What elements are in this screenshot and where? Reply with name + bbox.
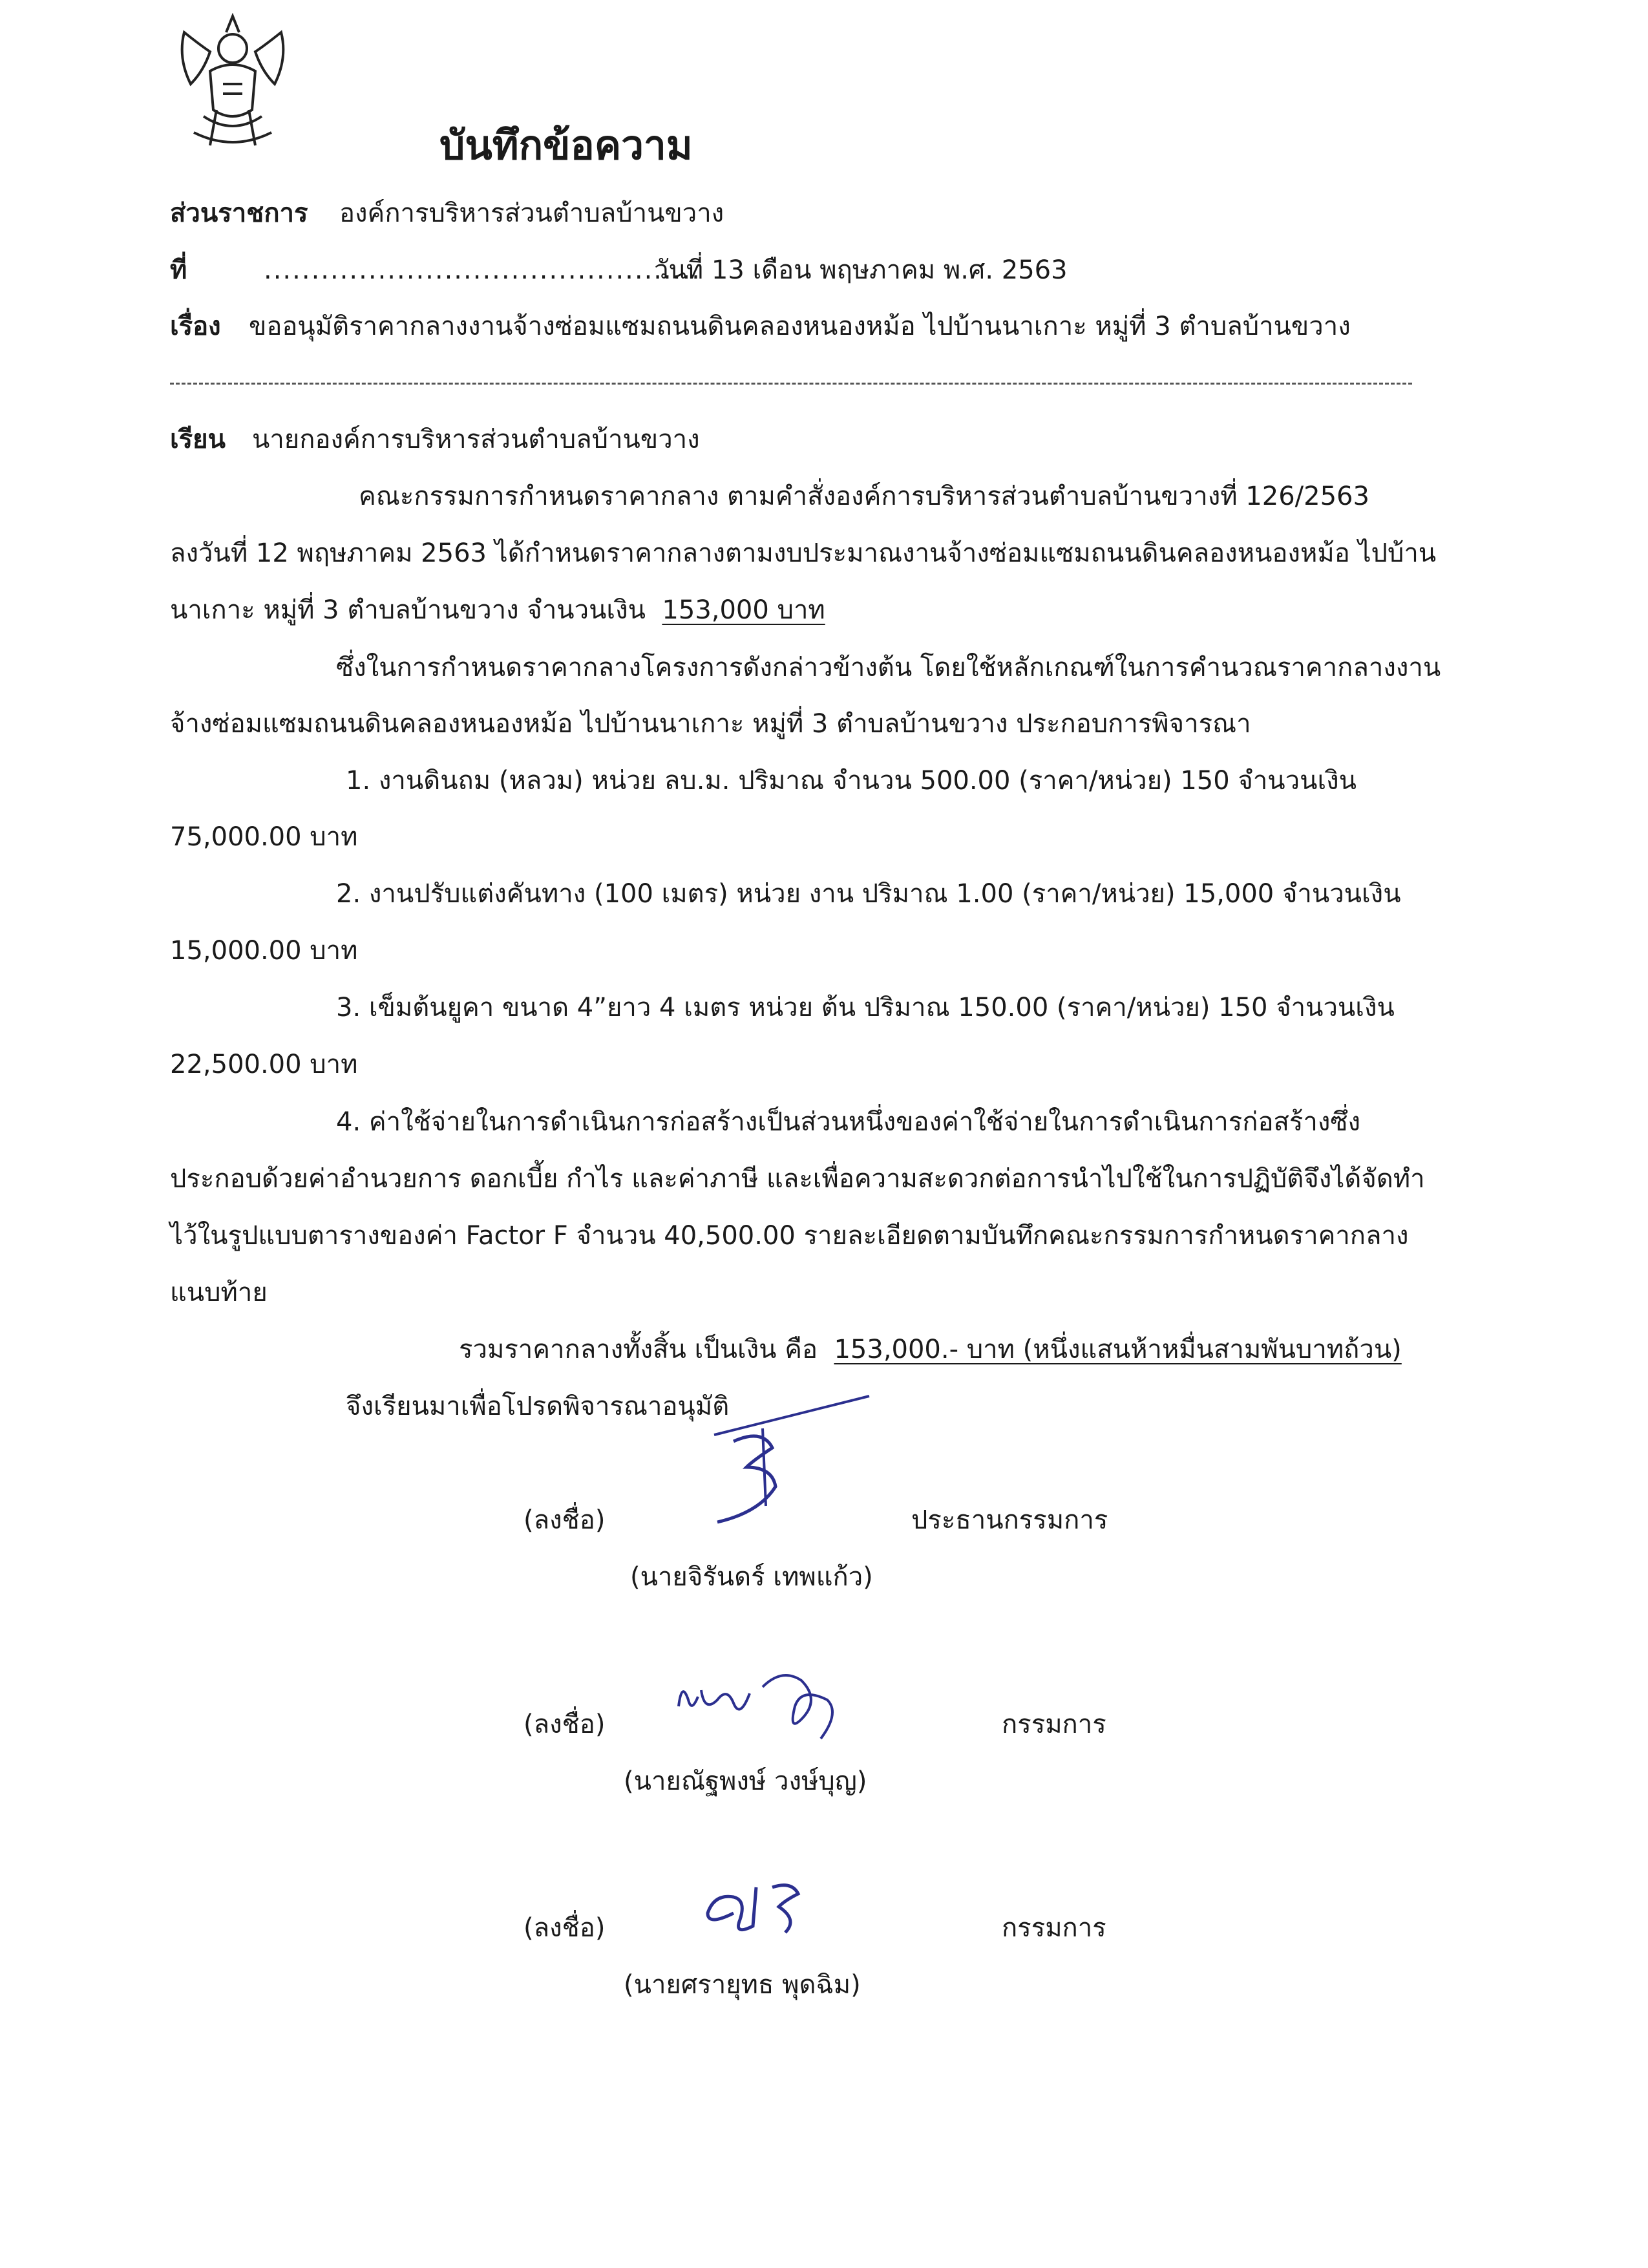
- para1-line3: [170, 591, 825, 630]
- para2-line1: ซึ่งในการกำหนดราคากลางโครงการดังกล่าวข้างต้น โดยใช้หลักเกณฑ์ในการคำนวณราคากลางงาน: [336, 653, 1441, 683]
- signature-2-icon: [672, 1661, 866, 1752]
- item-4-line2: ประกอบด้วยค่าอำนวยการ ดอกเบี้ย กำไร และค่าภาษี และเพื่อความสะดวกต่อการนำไปใช้ในการปฏิบัติจึงได้จัดทำ: [170, 1164, 1425, 1194]
- subject-value: ขออนุมัติราคากลางงานจ้างซ่อมแซมถนนดินคลองหนองหม้อ ไปบ้านนาเกาะ หมู่ที่ 3 ตำบลบ้านขวาง: [249, 312, 1351, 341]
- signature-3-icon: [695, 1874, 837, 1952]
- subject-label: เรื่อง: [170, 312, 221, 341]
- agency-value: องค์การบริหารส่วนตำบลบ้านขวาง: [339, 198, 724, 228]
- item-2-line2: 15,000.00 บาท: [170, 936, 358, 966]
- total-amount: 153,000.- บาท (หนึ่งแสนห้าหมื่นสามพันบาทถ้วน): [834, 1335, 1402, 1364]
- signer-name-2: (นายณัฐพงษ์ วงษ์บุญ): [624, 1766, 867, 1796]
- sign-label-3: (ลงชื่อ): [523, 1913, 606, 1943]
- item-4-line4: แนบท้าย: [170, 1278, 268, 1308]
- signature-1-icon: [701, 1390, 876, 1532]
- item-2-line1: 2. งานปรับแต่งคันทาง (100 เมตร) หน่วย งาน ปริมาณ 1.00 (ราคา/หน่วย) 15,000 จำนวนเงิน: [336, 879, 1401, 909]
- memo-title: บันทึกข้อความ: [439, 122, 693, 169]
- para1-line2: ลงวันที่ 12 พฤษภาคม 2563 ได้กำหนดราคากลางตามงบประมาณงานจ้างซ่อมแซมถนนดินคลองหนองหม้อ ไปบ้าน: [170, 538, 1437, 568]
- item-1-line2: 75,000.00 บาท: [170, 822, 358, 852]
- item-1-line1: 1. งานดินถม (หลวม) หน่วย ลบ.ม. ปริมาณ จำนวน 500.00 (ราคา/หน่วย) 150 จำนวนเงิน: [346, 766, 1357, 796]
- para1-line3-text: นาเกาะ หมู่ที่ 3 ตำบลบ้านขวาง จำนวนเงิน: [170, 595, 646, 625]
- memo-date: วันที่ 13 เดือน พฤษภาคม พ.ศ. 2563: [654, 255, 1068, 285]
- sign-label-2: (ลงชื่อ): [523, 1710, 606, 1739]
- signer-name-1: (นายจิรันดร์ เทพแก้ว): [630, 1562, 873, 1592]
- garuda-emblem-icon: [165, 13, 301, 158]
- role-2: กรรมการ: [1002, 1710, 1106, 1739]
- to-label: เรียน: [170, 425, 226, 454]
- para1-line1: คณะกรรมการกำหนดราคากลาง ตามคำสั่งองค์การบริหารส่วนตำบลบ้านขวางที่ 126/2563: [359, 482, 1369, 511]
- role-3: กรรมการ: [1002, 1913, 1106, 1943]
- para2-line2: จ้างซ่อมแซมถนนดินคลองหนองหม้อ ไปบ้านนาเกาะ หมู่ที่ 3 ตำบลบ้านขวาง ประกอบการพิจารณา: [170, 709, 1251, 739]
- item-3-line2: 22,500.00 บาท: [170, 1050, 358, 1079]
- to-value: นายกองค์การบริหารส่วนตำบลบ้านขวาง: [252, 425, 700, 454]
- role-1: ประธานกรรมการ: [911, 1505, 1108, 1535]
- total-line: [459, 1330, 1402, 1369]
- item-4-line3: ไว้ในรูปแบบตารางของค่า Factor F จำนวน 40,500.00 รายละเอียดตามบันทึกคณะกรรมการกำหนดราคากลาง: [170, 1221, 1409, 1251]
- closing-line: จึงเรียนมาเพื่อโปรดพิจารณาอนุมัติ: [346, 1392, 730, 1421]
- item-3-line1: 3. เข็มต้นยูคา ขนาด 4”ยาว 4 เมตร หน่วย ต้น ปริมาณ 150.00 (ราคา/หน่วย) 150 จำนวนเงิน: [336, 993, 1395, 1023]
- total-label: รวมราคากลางทั้งสิ้น เป็นเงิน คือ: [459, 1335, 818, 1364]
- ref-value: ..............................................: [264, 255, 701, 285]
- item-4-line1: 4. ค่าใช้จ่ายในการดำเนินการก่อสร้างเป็นส่วนหนึ่งของค่าใช้จ่ายในการดำเนินการก่อสร้างซึ่ง: [336, 1107, 1361, 1137]
- sign-label-1: (ลงชื่อ): [523, 1505, 606, 1535]
- signer-name-3: (นายศรายุทธ พุดฉิม): [624, 1970, 861, 2000]
- para1-amount: 153,000 บาท: [662, 595, 825, 625]
- header-divider: [170, 383, 1412, 385]
- agency-label: ส่วนราชการ: [170, 198, 308, 228]
- ref-label: ที่: [170, 255, 187, 285]
